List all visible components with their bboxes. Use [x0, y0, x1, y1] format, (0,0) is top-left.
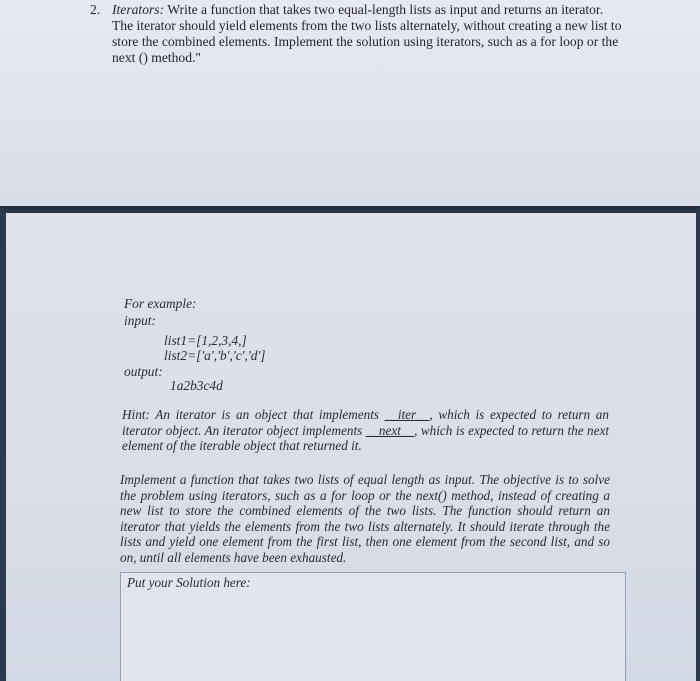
page-top: [0, 0, 700, 206]
example-list2: list2=['a','b','c','d']: [164, 348, 266, 363]
hint-part2: , which is expected to return an iterator object. An iterator object implements: [122, 407, 609, 438]
question-term: Iterators:: [112, 2, 165, 17]
output-value: 1a2b3c4d: [170, 378, 223, 393]
solution-box[interactable]: [120, 572, 626, 681]
example-list1: list1=[1,2,3,4,]: [164, 333, 247, 348]
question-block: [90, 2, 625, 66]
question-text-wrap: [112, 2, 625, 66]
hint-blank-iter: __iter__: [384, 407, 430, 422]
hint-part1: Hint: An iterator is an object that implements: [122, 407, 385, 422]
output-label: output:: [124, 364, 163, 379]
example-heading: For example:: [124, 296, 197, 311]
question-text: Write a function that takes two equal-length lists as input and returns an iterator. The iterator should yield elements from the two lists alternately, without creating a new list to store the combined elements. Implement the solution using iterators, such as a for loop or the next () method.": [112, 2, 622, 65]
question-number: 2.: [90, 2, 101, 17]
hint-blank-next: __next__: [365, 422, 415, 438]
hint-part3: , which is expected to return the next element of the iterable object that returned it.: [122, 422, 609, 453]
hint-paragraph: [122, 407, 609, 454]
solution-label: Put your Solution here:: [127, 575, 251, 590]
input-label: input:: [124, 313, 156, 328]
task-paragraph: Implement a function that takes two lists of equal length as input. The objective is to solve the problem using iterators, such as a for loop or the next() method, instead of creating a new list to store the combined elements of the two lists. The function should return an iterator that yields the elements from the two lists alternately. It should iterate through the lists and yield one element from the first list, then one element from the second list, and so on, until all elements have been exhausted.: [120, 472, 610, 565]
